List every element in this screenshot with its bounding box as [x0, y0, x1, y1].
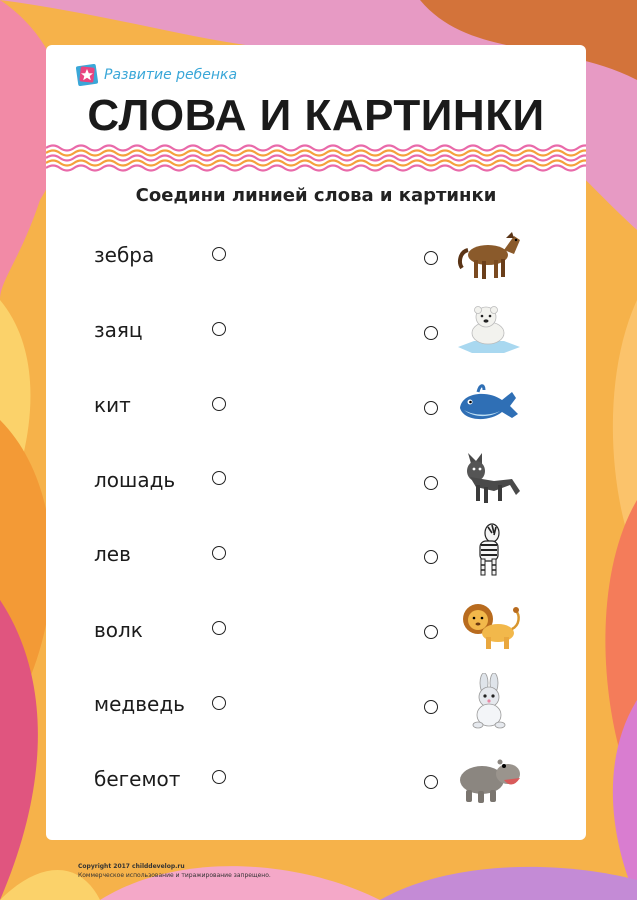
- word-connector-dot[interactable]: [212, 322, 226, 336]
- star-logo-icon: [76, 64, 98, 86]
- word-label: зебра: [94, 243, 155, 267]
- picture-connector-dot[interactable]: [424, 251, 438, 265]
- instruction-text: Соедини линией слова и картинки: [135, 185, 497, 206]
- word-label: лев: [94, 542, 131, 566]
- page-title: СЛОВА И КАРТИНКИ: [87, 91, 545, 140]
- picture-connector-dot[interactable]: [424, 550, 438, 564]
- brand-logo: [76, 63, 237, 87]
- hippo-icon: [454, 750, 524, 806]
- word-connector-dot[interactable]: [212, 471, 226, 485]
- picture-connector-dot[interactable]: [424, 775, 438, 789]
- word-label: заяц: [94, 318, 143, 342]
- word-label: бегемот: [94, 767, 181, 791]
- picture-connector-dot[interactable]: [424, 625, 438, 639]
- zebra-icon: [454, 523, 524, 579]
- hare-icon: [454, 673, 524, 729]
- copyright-line: Copyright 2017 childdevelop.ru: [78, 863, 185, 870]
- horse-icon: [454, 228, 524, 284]
- lion-icon: [454, 599, 524, 655]
- picture-connector-dot[interactable]: [424, 476, 438, 490]
- word-connector-dot[interactable]: [212, 397, 226, 411]
- word-connector-dot[interactable]: [212, 247, 226, 261]
- whale-icon: [454, 378, 524, 434]
- wavy-divider: [46, 142, 586, 176]
- word-connector-dot[interactable]: [212, 770, 226, 784]
- usage-notice: Коммерческое использование и тиражирование запрещено.: [78, 872, 271, 879]
- word-label: кит: [94, 393, 131, 417]
- picture-connector-dot[interactable]: [424, 401, 438, 415]
- word-connector-dot[interactable]: [212, 546, 226, 560]
- word-connector-dot[interactable]: [212, 696, 226, 710]
- copyright-footer: [78, 862, 271, 880]
- word-label: лошадь: [94, 468, 176, 492]
- word-connector-dot[interactable]: [212, 621, 226, 635]
- word-label: медведь: [94, 692, 185, 716]
- picture-connector-dot[interactable]: [424, 326, 438, 340]
- picture-connector-dot[interactable]: [424, 700, 438, 714]
- worksheet: [46, 45, 586, 840]
- word-label: волк: [94, 618, 143, 642]
- brand-name: Развитие ребенка: [104, 67, 238, 83]
- wolf-icon: [454, 451, 524, 507]
- polar-bear-icon: [454, 303, 524, 359]
